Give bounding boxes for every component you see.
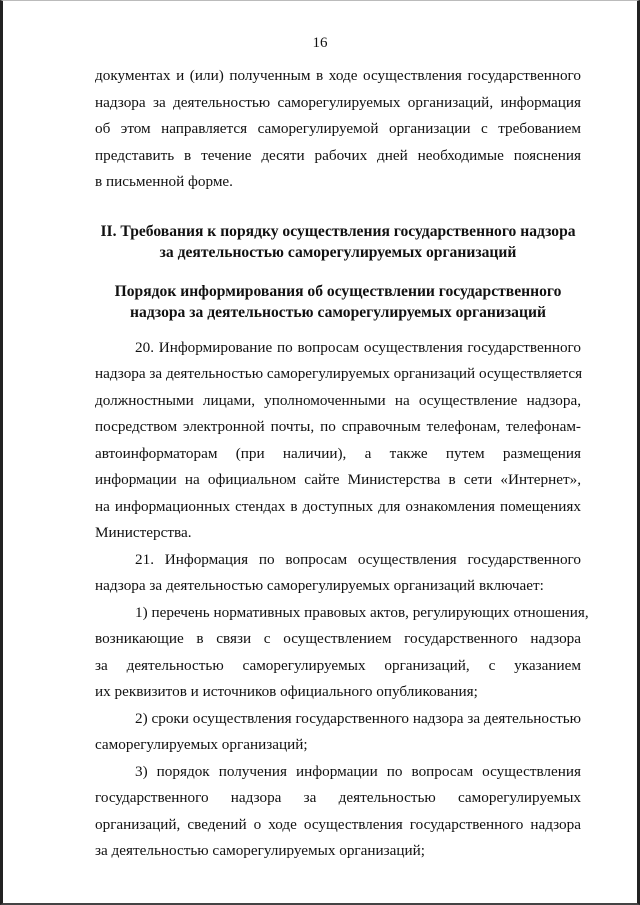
list-item-3 bbox=[95, 759, 581, 865]
text-line: за деятельностью саморегулируемых организаций; bbox=[95, 842, 425, 859]
text-line: представить в течение десяти рабочих дней необходимые пояснения bbox=[95, 146, 581, 164]
list-item-2 bbox=[95, 706, 581, 759]
text-line: 20. Информирование по вопросам осуществления государственного bbox=[135, 338, 581, 356]
text-line: за деятельностью саморегулируемых организаций, с указанием bbox=[95, 656, 581, 674]
text-line: 21. Информация по вопросам осуществления государственного bbox=[135, 550, 581, 568]
text-line: 1) перечень нормативных правовых актов, регулирующих отношения, bbox=[135, 603, 589, 621]
text-line: возникающие в связи с осуществлением государственного надзора bbox=[95, 630, 581, 647]
text-line: должностными лицами, уполномоченными на осуществление надзора, bbox=[95, 391, 581, 409]
text-line: посредством электронной почты, по справочным телефонам, телефонам- bbox=[95, 418, 581, 435]
text-line: их реквизитов и источников официального опубликования; bbox=[95, 683, 478, 700]
section-heading-line: за деятельностью саморегулируемых организаций bbox=[159, 243, 517, 261]
text-line: государственного надзора за деятельностью саморегулируемых bbox=[95, 789, 581, 806]
text-line: надзора за деятельностью саморегулируемых организаций осуществляется bbox=[95, 365, 583, 382]
text-line: 2) сроки осуществления государственного надзора за деятельностью bbox=[135, 709, 581, 727]
subsection-heading bbox=[95, 281, 581, 323]
text-line: информации на официальном сайте Министерства в сети «Интернет», bbox=[95, 471, 581, 488]
text-line: автоинформаторам (при наличии), а также путем размещения bbox=[95, 444, 581, 462]
intro-paragraph bbox=[95, 63, 581, 196]
section-heading-line: II. Требования к порядку осуществления государственного надзора bbox=[100, 222, 576, 240]
text-line: документах и (или) полученным в ходе осуществления государственного bbox=[95, 67, 581, 84]
page-number: 16 bbox=[312, 35, 328, 51]
document-body bbox=[95, 63, 589, 865]
text-line: Министерства. bbox=[95, 524, 192, 541]
paragraph-21 bbox=[95, 547, 581, 600]
text-line: на информационных стендах в доступных для ознакомления помещениях bbox=[95, 497, 581, 515]
list-item-1 bbox=[95, 600, 589, 706]
text-line: саморегулируемых организаций; bbox=[95, 736, 308, 753]
text-line: организаций, сведений о ходе осуществления государственного надзора bbox=[95, 815, 581, 833]
subsection-heading-line: Порядок информирования об осуществлении государственного bbox=[114, 282, 562, 300]
text-line: надзора за деятельностью саморегулируемых организаций, информация bbox=[95, 93, 581, 111]
text-line: надзора за деятельностью саморегулируемых организаций включает: bbox=[95, 577, 544, 594]
text-line: в письменной форме. bbox=[95, 173, 233, 190]
text-line: 3) порядок получения информации по вопросам осуществления bbox=[135, 762, 581, 780]
paragraph-20 bbox=[95, 335, 581, 547]
text-line: об этом направляется саморегулируемой организации с требованием bbox=[95, 120, 581, 137]
subsection-heading-line: надзора за деятельностью саморегулируемых организаций bbox=[130, 303, 546, 321]
section-heading bbox=[95, 221, 581, 263]
